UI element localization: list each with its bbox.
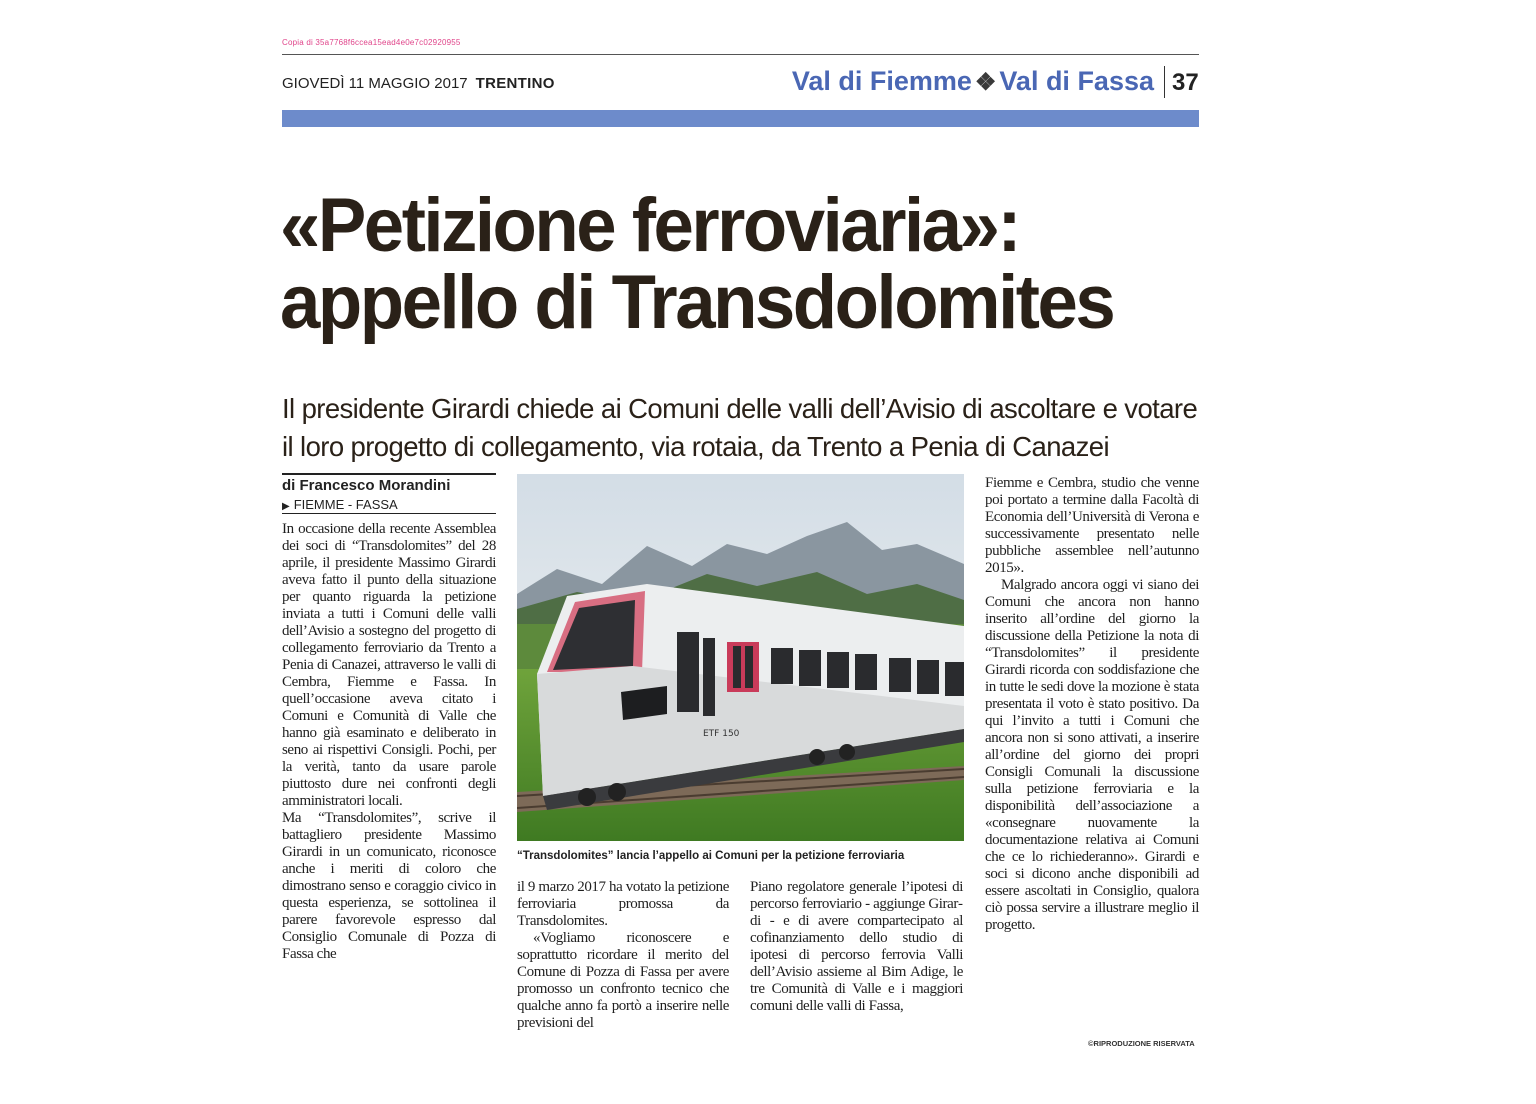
header-divider xyxy=(1164,66,1165,98)
headline-line-1: «Petizione ferroviaria»: xyxy=(280,183,1020,268)
reproduction-notice: ©RIPRODUZIONE RISERVATA xyxy=(1088,1039,1195,1048)
section-band xyxy=(282,110,1199,127)
paragraph: Piano regolatore generale l’ipotesi di percorso ferroviario - aggiunge Girardi - e di avere compartecipato al cofinanziamento dello studio di ipotesi di percorso ferrovia Valli dell’Avisio assieme al Bim Adige, le tre Comunità di Valle e i maggiori comuni delle valli di Fassa, xyxy=(750,879,963,1014)
section-fiemme: Val di Fiemme xyxy=(791,66,972,96)
train-photo xyxy=(517,474,964,841)
article-column-1 xyxy=(282,521,496,963)
section-fassa: Val di Fassa xyxy=(999,66,1154,96)
paragraph: il 9 marzo 2017 ha votato la petizione ferroviaria promossa da Transdolomites. xyxy=(517,879,729,929)
article-column-3 xyxy=(750,879,963,1015)
dateline xyxy=(282,497,398,512)
subheadline xyxy=(282,390,1212,466)
paragraph: Ma “Transdolomites”, scrive il battagliero presidente Massimo Girardi in un comunicato, riconosce anche i meriti di coloro che dimostrano senso e coraggio civico in questa esperienza, se sottolinea il parere favorevole espresso dal Consiglio Comunale di Pozza di Fassa che xyxy=(282,810,496,962)
byline: di Francesco Morandini xyxy=(282,477,451,494)
byline-rule xyxy=(282,473,496,475)
page-number: 37 xyxy=(1172,69,1199,96)
headline xyxy=(280,183,1168,345)
issue-date: GIOVEDÌ 11 MAGGIO 2017 xyxy=(282,75,468,92)
train-illustration xyxy=(517,474,964,841)
headline-line-2: appello di Transdolomites xyxy=(280,260,1114,345)
article-column-2 xyxy=(517,879,729,1032)
paragraph: Malgrado ancora oggi vi siano dei Comuni che ancora non hanno inserito all’ordine del giorno la discussione della Petizione la nota di “Transdolomites” il presidente Girardi ricorda con soddisfazione che in tutte le sedi dove la mozione è stata presentata il voto è stato positivo. Da qui l’invito a tutti i Comuni che ancora non si sono attivati, a inserire all’ordine del giorno dei propri Consigli Comunali la discussione sulla petizione ferroviaria e la disponibilità dell’associazione a «consegnare nuovamente la documentazione relativa ai Comuni che ce lo richiederanno». Girardi e soci si dicono anche disponibili ad essere ascoltati in Consiglio, qualora ciò possa servire a illustrare meglio il progetto. xyxy=(985,577,1199,933)
subhead-line-1: Il presidente Girardi chiede ai Comuni delle valli dell’Avisio di ascoltare e votare xyxy=(282,393,1198,424)
triangle-icon: ▶ xyxy=(282,501,290,512)
photo-caption: “Transdolomites” lancia l’appello ai Comuni per la petizione ferroviaria xyxy=(517,850,905,862)
paragraph: Fiemme e Cembra, studio che venne poi portato a termine dalla Facoltà di Economia dell’Università di Verona e successivamente presentato nelle pubbliche assemblee nell’autunno 2015». xyxy=(985,475,1199,576)
dateline-text: FIEMME - FASSA xyxy=(293,497,398,512)
train-number: ETF 150 xyxy=(703,729,740,739)
section-title xyxy=(792,66,1154,97)
page-header-date xyxy=(282,75,555,92)
top-rule xyxy=(282,54,1199,55)
newspaper-name: TRENTINO xyxy=(475,75,555,92)
paragraph: «Vogliamo riconoscere e soprattutto ricordare il merito del Comune di Pozza di Fassa per avere promosso un confronto tecnico che qualche anno fa portò a inserire nelle previsioni del xyxy=(517,930,729,1031)
paragraph: In occasione della recente Assemblea dei soci di “Transdolomites” del 28 aprile, il presidente Massimo Girardi aveva fatto il punto della situazione per quanto riguarda la petizione inviata a tutti i Comuni delle valli dell’Avisio a sostegno del progetto di collegamento ferroviario da Trento a Penia di Canazei, attraverso le valli di Cembra, Fiemme e Fassa. In quell’occasione aveva citato i Comuni e Comunità di Valle che hanno già esaminato e deliberato in seno ai rispettivi Consigli. Pochi, per la verità, tanto da usare parole piuttosto dure nei confronti degli amministratori locali. xyxy=(282,521,496,809)
byline-rule-bottom xyxy=(282,513,496,514)
article-column-4 xyxy=(985,475,1199,934)
subhead-line-2: il loro progetto di collegamento, via rotaia, da Trento a Penia di Canazei xyxy=(282,431,1109,462)
copy-notice: Copia di 35a7768f6ccea15ead4e0e7c02920955 xyxy=(282,38,461,47)
diamond-separator-icon: ❖ xyxy=(974,69,997,96)
